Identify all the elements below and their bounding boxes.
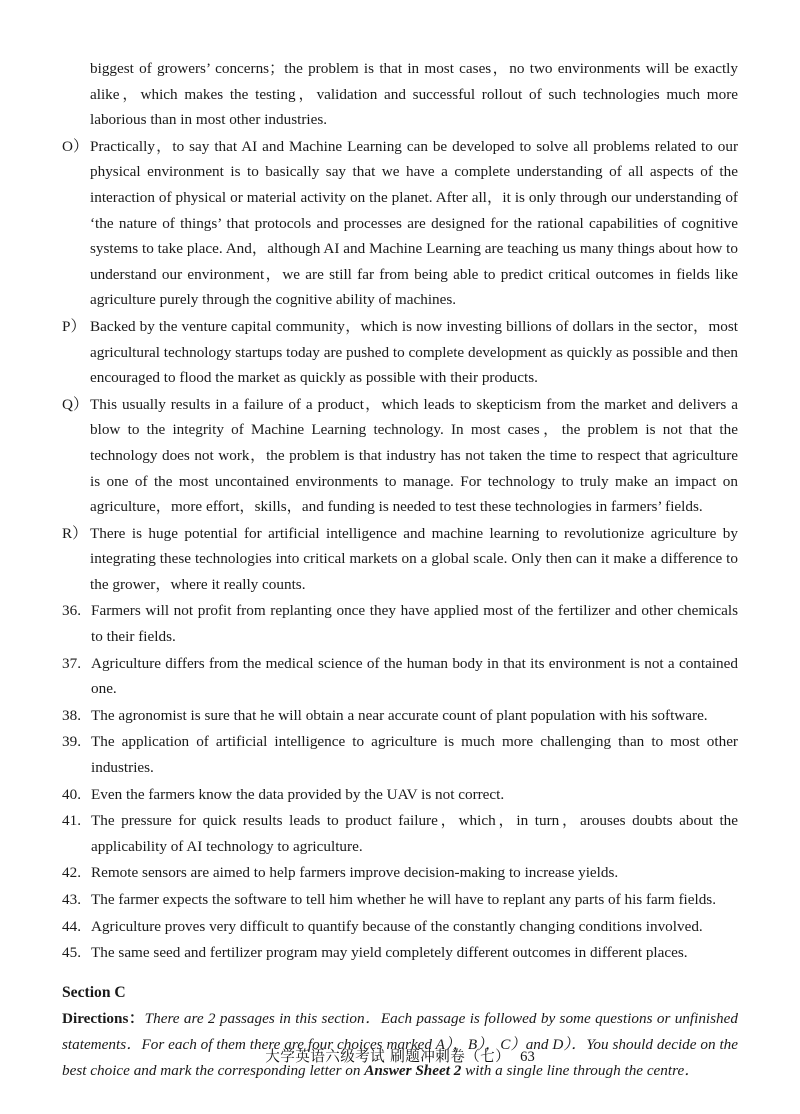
directions-text-part1: There are 2 passages in this section．Each passage is followed by some questions or unfinished statements．For each of them there are four choices marked A），B），C）and D）．You should decide on the best choice and mark the corresponding letter on [62, 1010, 738, 1079]
question-text: The application of artificial intelligence to agriculture is much more challenging than to most other industries. [91, 733, 738, 777]
paragraph-p [62, 314, 738, 391]
question-number: 40. [62, 785, 81, 803]
question-number: 39. [62, 733, 81, 751]
question-number: 37. [62, 654, 81, 672]
paragraph-text-q: This usually results in a failure of a product，which leads to skepticism from the market and delivers a blow to the integrity of Machine Learning technology. In most cases，the problem is not that the technology does not work，the problem is that industry has not taken the time to respect that agriculture is one of the most uncontained environments to manage. For technology to truly make an impact on agriculture，more effort，skills，and funding is needed to test these technologies in farmers’ fields. [90, 395, 738, 516]
question-text: Agriculture proves very difficult to quantify because of the constantly changing conditions involved. [91, 917, 703, 935]
page-footer [0, 1047, 800, 1067]
paragraph-text: biggest of growers’ concerns；the problem is that in most cases，no two environments will be exactly alike，which makes the testing，validation and successful rollout of such technologies much more laborious than in most other industries. [90, 60, 738, 129]
question-item-44 [62, 914, 738, 940]
directions-label: Directions： [62, 1010, 145, 1028]
question-text: Farmers will not profit from replanting once they have applied most of the fertilizer and other chemicals to their fields. [91, 602, 738, 646]
question-number: 41. [62, 812, 81, 830]
question-item-45 [62, 940, 738, 966]
paragraph-text-p: Backed by the venture capital community，which is now investing billions of dollars in the sector，most agricultural technology startups today are pushed to complete development as quickly as possible and then encouraged to flood the market as quickly as possible with their products. [90, 317, 738, 387]
answer-sheet-reference: Answer Sheet 2 [364, 1061, 462, 1079]
question-number: 44. [62, 917, 81, 935]
page-number: 63 [520, 1049, 535, 1065]
question-item-43 [62, 887, 738, 913]
page-content [62, 56, 738, 1083]
paragraph-marker-r: R） [62, 524, 88, 542]
question-number: 45. [62, 944, 81, 962]
question-item-37 [62, 651, 738, 702]
question-number: 43. [62, 891, 81, 908]
question-item-39 [62, 729, 738, 780]
question-text: Agriculture differs from the medical science of the human body in that its environment is not a contained one. [91, 654, 738, 698]
section-c-heading: Section C [62, 983, 126, 1001]
paragraph-o [62, 134, 738, 313]
paragraph-marker-p: P） [62, 317, 86, 335]
question-number: 36. [62, 602, 81, 620]
question-item-41 [62, 808, 738, 859]
question-text: The pressure for quick results leads to product failure，which，in turn，arouses doubts about the applicability of AI technology to agriculture. [91, 812, 738, 855]
question-text: The same seed and fertilizer program may yield completely different outcomes in different places. [91, 944, 688, 962]
question-item-36 [62, 598, 738, 649]
paragraph-marker-q: Q） [62, 395, 89, 413]
directions-text-part2: with a single line through the centre． [461, 1061, 700, 1079]
question-item-40 [62, 782, 738, 808]
question-number: 42. [62, 864, 81, 882]
footer-title: 大学英语六级考试 刷题冲刺卷（七） [265, 1048, 511, 1065]
paragraph-marker-o: O） [62, 137, 89, 155]
paragraph-r [62, 521, 738, 598]
paragraph-text-r: There is huge potential for artificial intelligence and machine learning to revolutionize agriculture by integrating these technologies into critical markets on a global scale. Only then can it make a difference to the grower，where it really counts. [90, 524, 738, 593]
question-item-38 [62, 703, 738, 729]
question-text: Even the farmers know the data provided by the UAV is not correct. [91, 785, 505, 803]
paragraph-continuation [62, 56, 738, 133]
section-c-directions [62, 1006, 738, 1083]
paragraph-q [62, 392, 738, 520]
question-number: 38. [62, 706, 81, 724]
question-item-42 [62, 860, 738, 886]
question-text: Remote sensors are aimed to help farmers improve decision-making to increase yields. [91, 864, 619, 882]
paragraph-text-o: Practically，to say that AI and Machine Learning can be developed to solve all problems related to our physical environment is to basically say that we have a complete understanding of all aspects of the interaction of physical or material activity on the planet. After all，it is only through our understanding of ‘the nature of things’ that protocols and processes are designed for the rational capabilities of cognitive systems to take place. And，although AI and Machine Learning are teaching us many things about how to understand our environment，we are still far from being able to predict critical outcomes in fields like agriculture purely through the cognitive ability of machines. [90, 137, 738, 309]
question-text: The farmer expects the software to tell him whether he will have to replant any parts of his farm fields. [91, 891, 717, 908]
question-text: The agronomist is sure that he will obtain a near accurate count of plant population with his software. [91, 706, 708, 724]
